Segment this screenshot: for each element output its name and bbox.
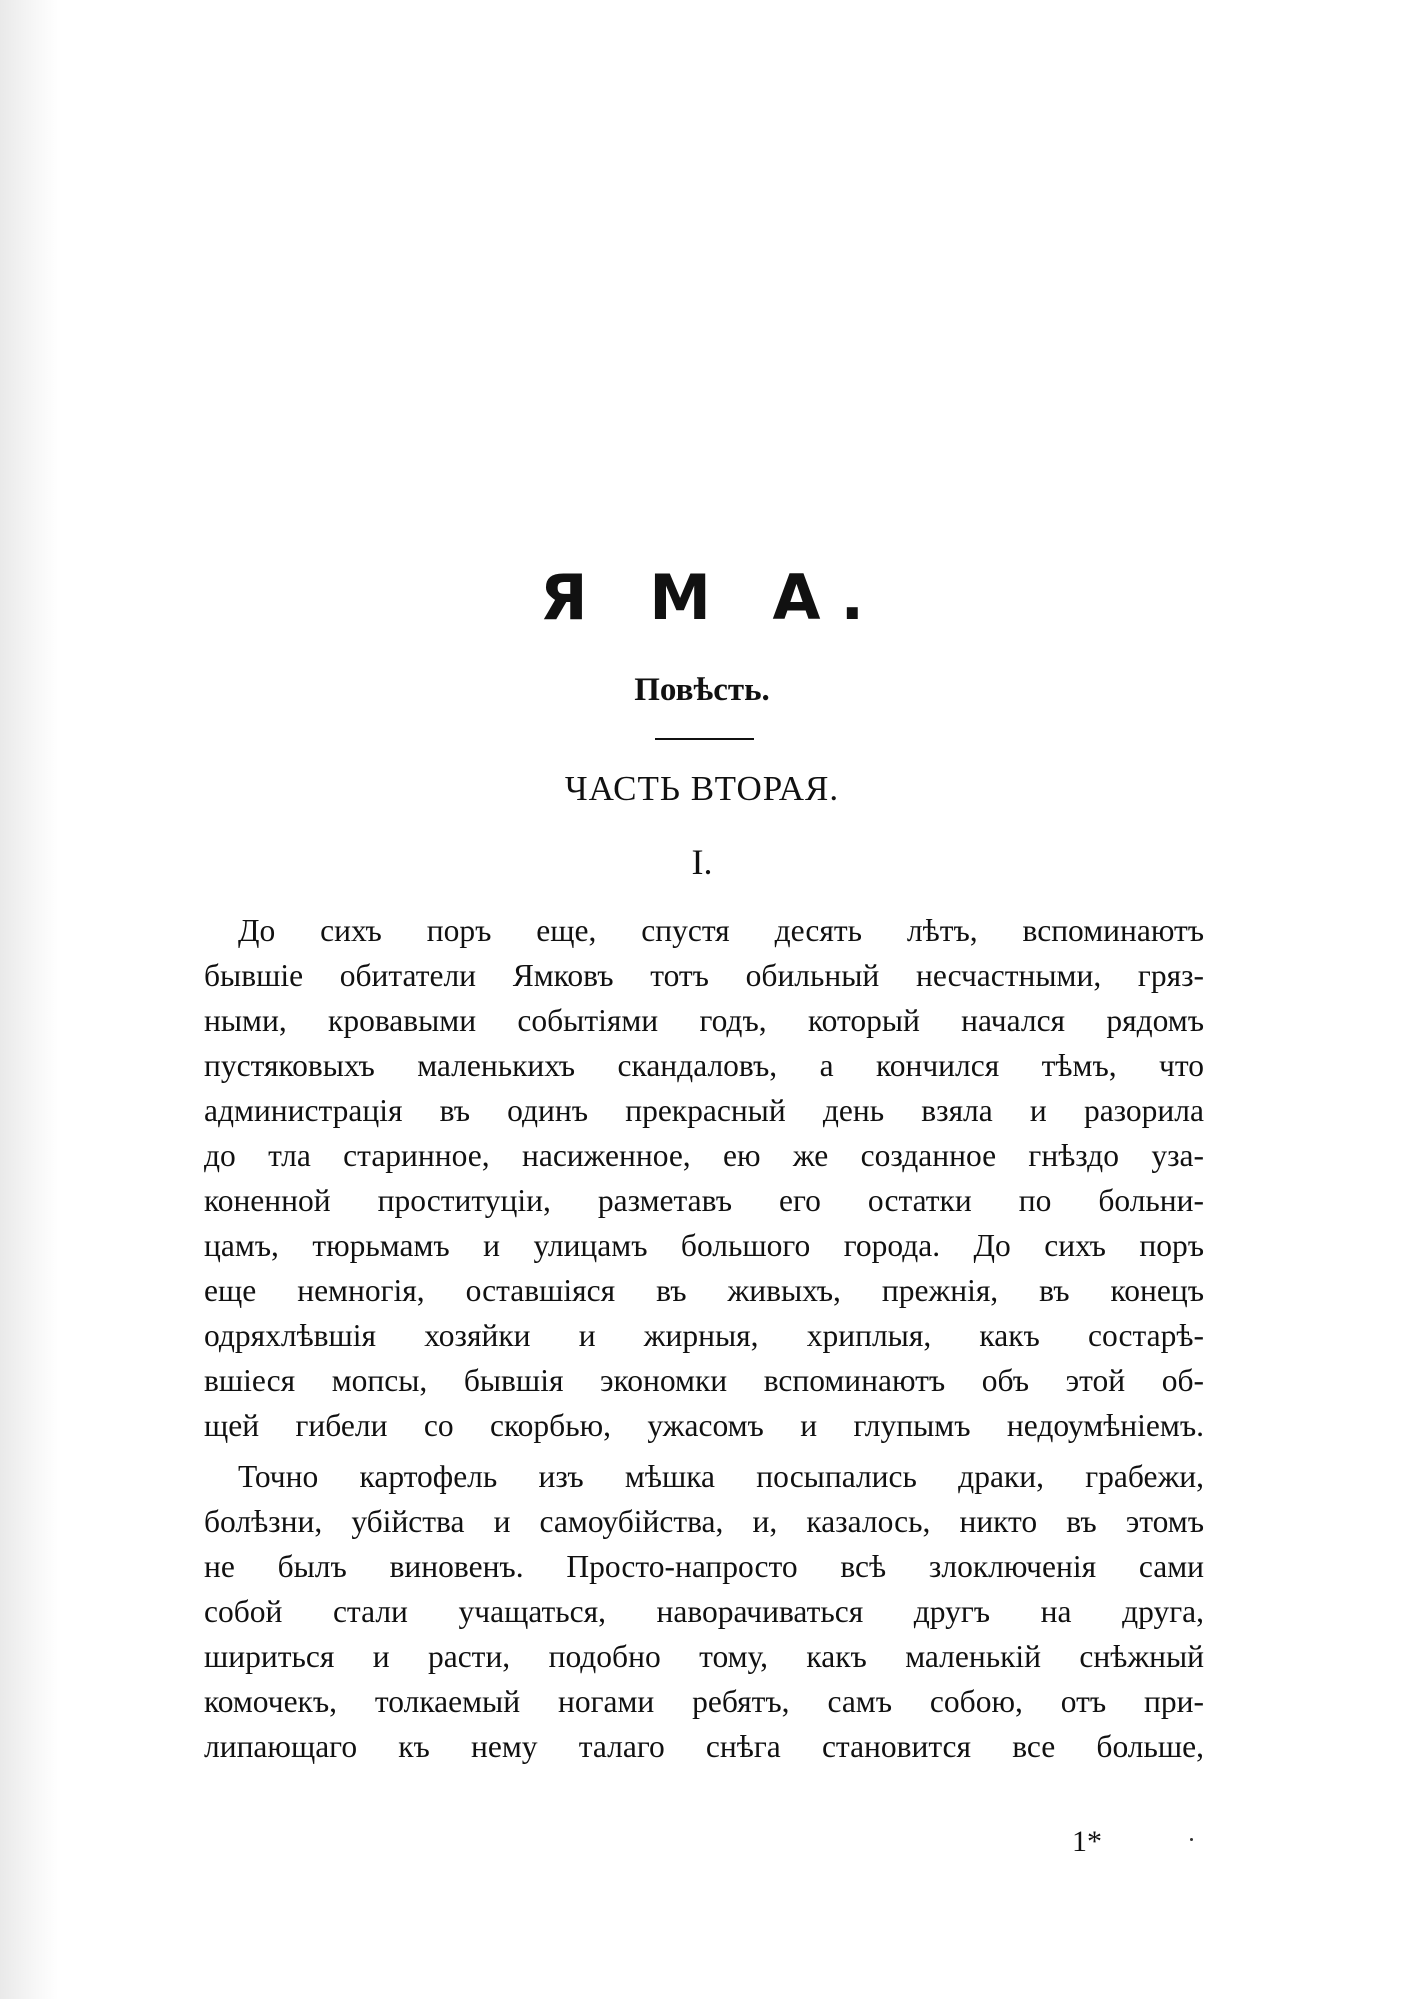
text-line: комочекъ, толкаемый ногами ребятъ, самъ собою, отъ при- — [204, 1684, 1204, 1719]
text-line: пустяковыхъ маленькихъ скандаловъ, а кончился тѣмъ, что — [204, 1048, 1204, 1083]
printer-signature: 1* — [1072, 1825, 1102, 1858]
text-line: не былъ виновенъ. Просто-напросто всѣ злоключенія сами — [204, 1549, 1204, 1584]
paragraph-2 — [204, 1454, 1204, 1769]
book-subtitle: Повѣсть. — [634, 672, 770, 708]
title-divider — [655, 738, 754, 740]
text-line: щей гибели со скорбью, ужасомъ и глупымъ недоумѣніемъ. — [204, 1408, 1204, 1443]
text-line: бывшіе обитатели Ямковъ тотъ обильный несчастными, гряз- — [204, 958, 1204, 993]
text-line: цамъ, тюрьмамъ и улицамъ большого города. До сихъ поръ — [204, 1228, 1204, 1263]
part-heading: ЧАСТЬ ВТОРАЯ. — [564, 769, 840, 808]
text-line: собой стали учащаться, наворачиваться другъ на друга, — [204, 1594, 1204, 1629]
text-line: липающаго къ нему талаго снѣга становится все больше, — [204, 1729, 1204, 1764]
text-line: до тла старинное, насиженное, ею же созданное гнѣздо уза- — [204, 1138, 1204, 1173]
text-line: одряхлѣвшія хозяйки и жирныя, хриплыя, какъ состарѣ- — [204, 1318, 1204, 1353]
text-line: коненной проституціи, разметавъ его остатки по больни- — [204, 1183, 1204, 1218]
text-line: администрація въ одинъ прекрасный день взяла и разорила — [204, 1093, 1204, 1128]
paragraph-1 — [204, 908, 1204, 1448]
book-title: Я М А. — [539, 561, 885, 634]
ink-speck — [1190, 1838, 1193, 1841]
page-gutter-shadow — [0, 0, 58, 1999]
text-line: Точно картофель изъ мѣшка посыпались драки, грабежи, — [238, 1459, 1204, 1494]
text-line: До сихъ поръ еще, спустя десять лѣтъ, вспоминаютъ — [238, 913, 1204, 948]
text-line: болѣзни, убійства и самоубійства, и, казалось, никто въ этомъ — [204, 1504, 1204, 1539]
text-line: шириться и расти, подобно тому, какъ маленькій снѣжный — [204, 1639, 1204, 1674]
text-line: еще немногія, оставшіяся въ живыхъ, прежнія, въ конецъ — [204, 1273, 1204, 1308]
chapter-number: I. — [691, 842, 713, 882]
text-line: вшіеся мопсы, бывшія экономки вспоминаютъ объ этой об- — [204, 1363, 1204, 1398]
text-line: ными, кровавыми событіями годъ, который начался рядомъ — [204, 1003, 1204, 1038]
body-text — [204, 908, 1204, 1769]
